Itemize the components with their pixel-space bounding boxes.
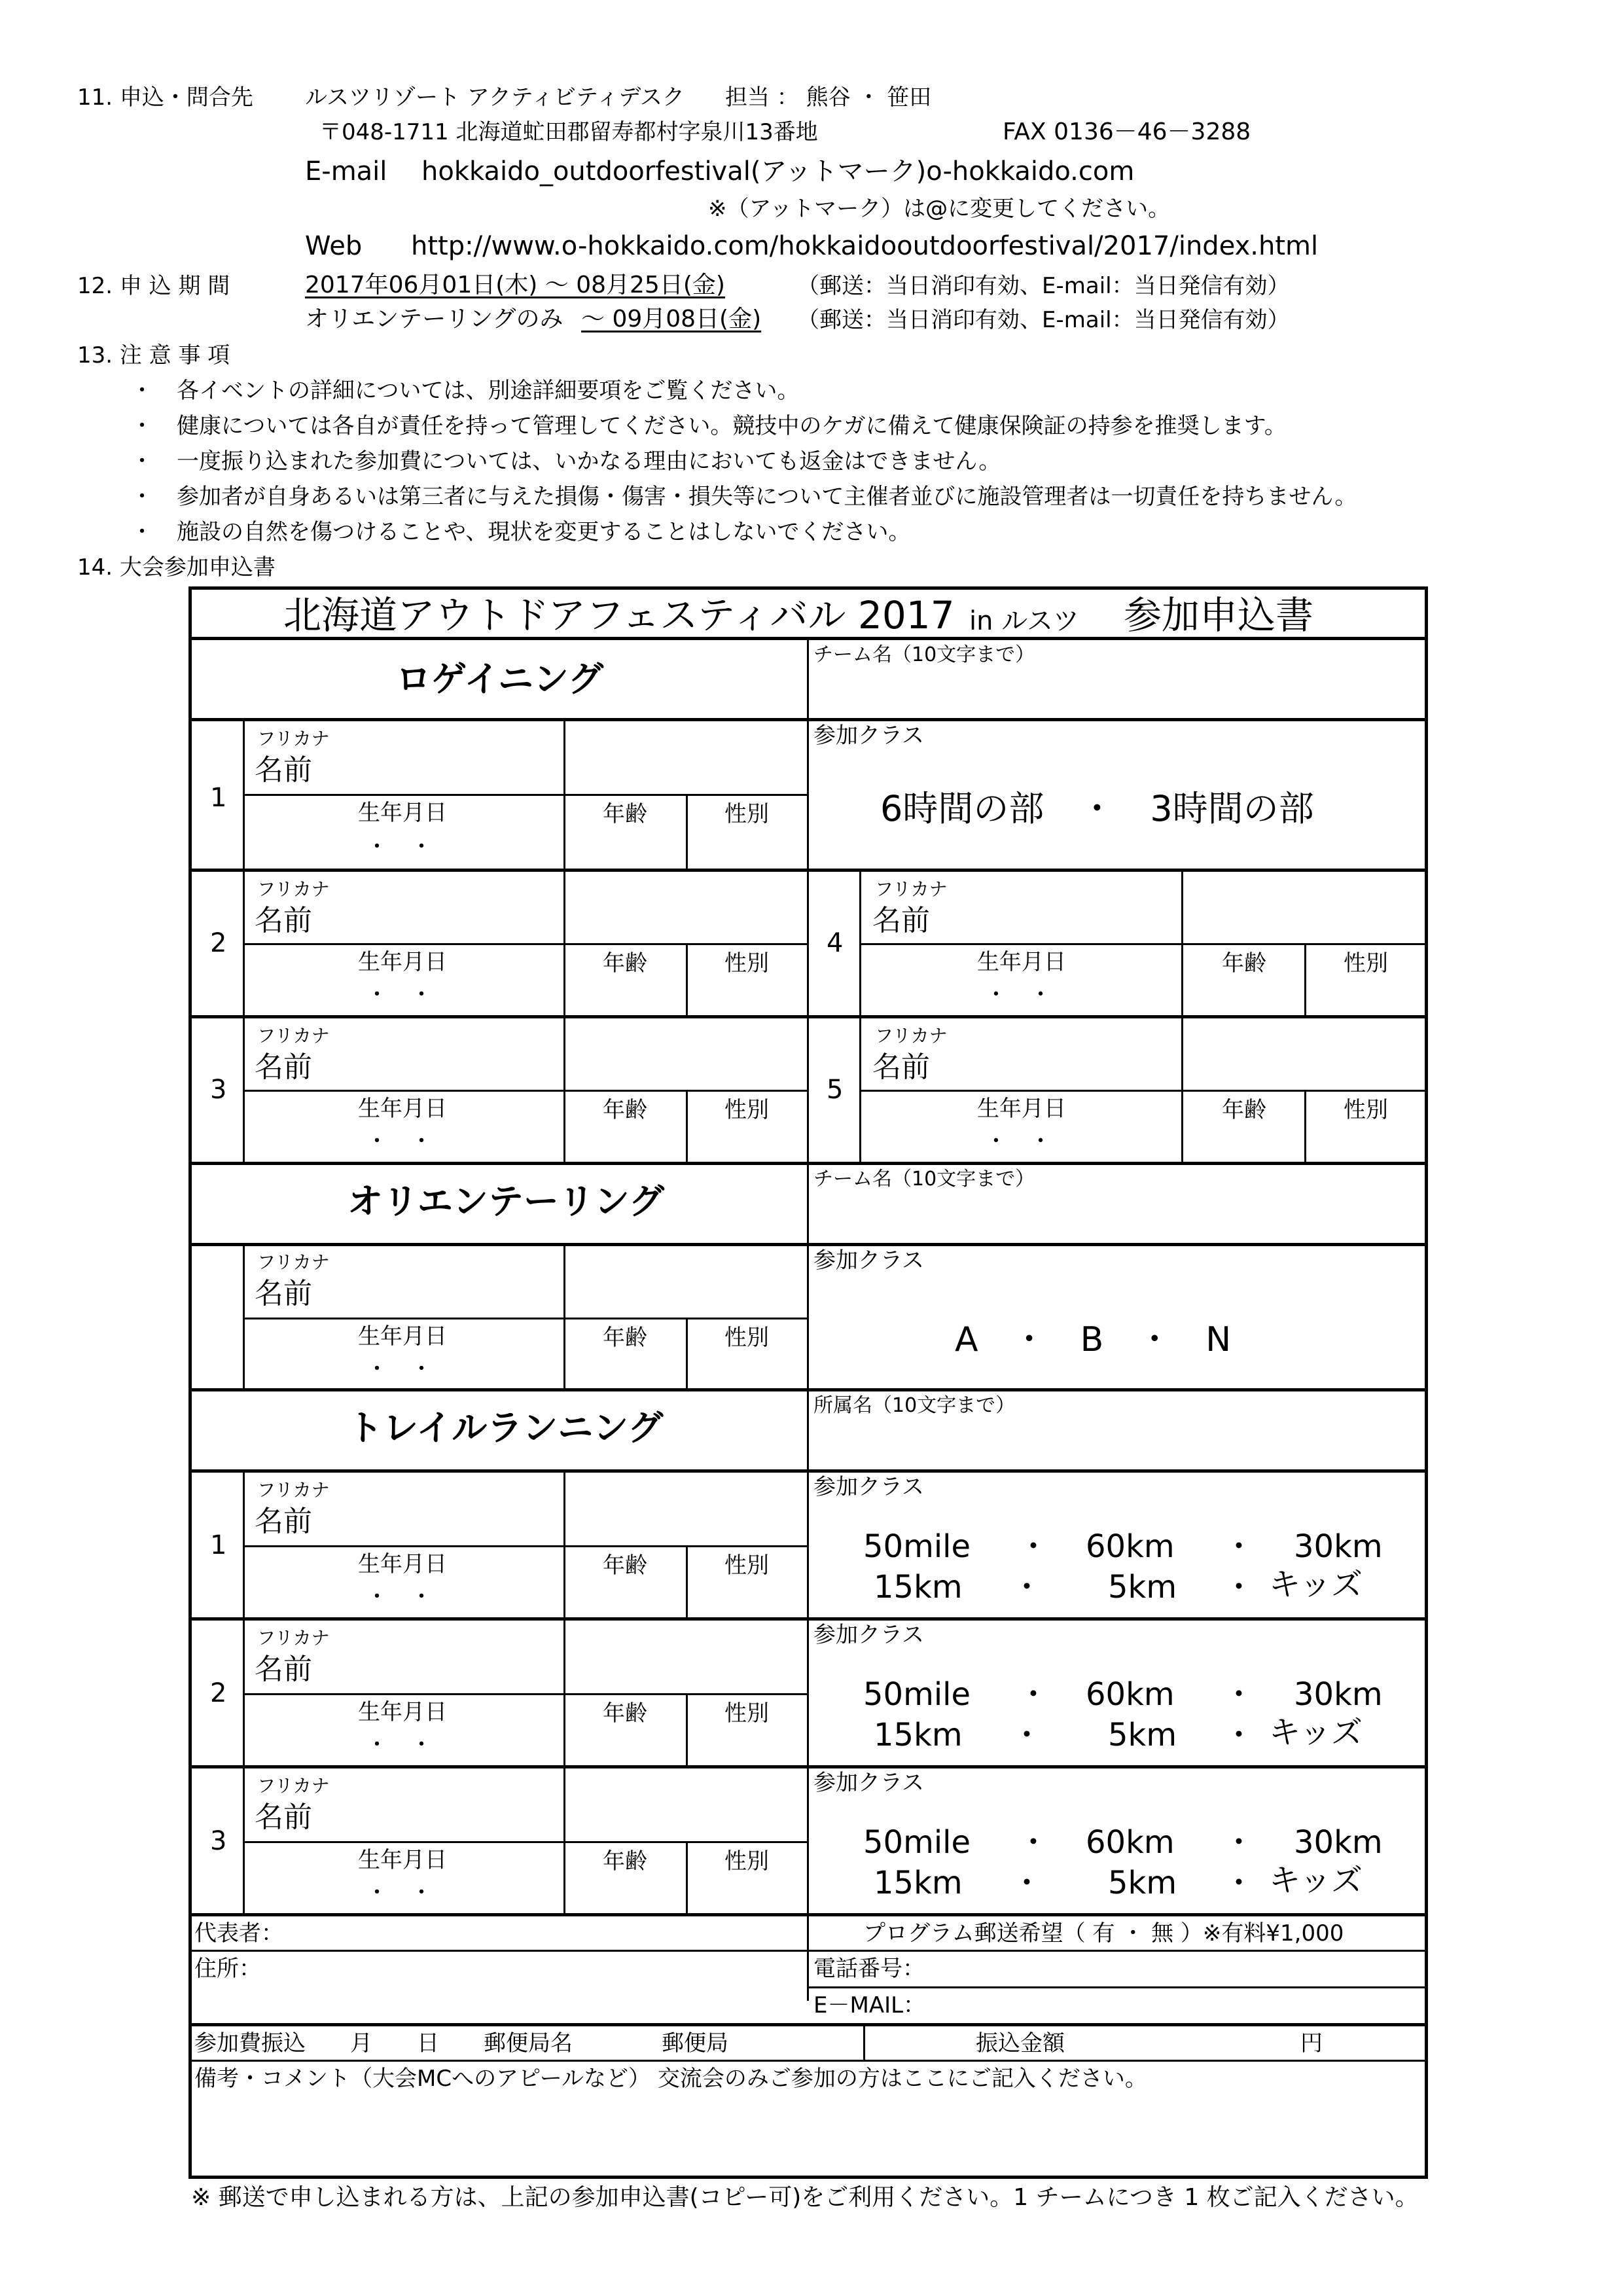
remarks-label[interactable]: 備考・コメント（大会MCへのアピールなど） 交流会のみご参加の方はここにご記入ください。 [194,2066,1147,2092]
class-option[interactable]: 50mile [863,1824,971,1861]
kana-label: フリカナ [875,1025,948,1047]
class-option[interactable]: 50mile [863,1528,971,1565]
class-option[interactable]: 30km [1294,1528,1383,1565]
class-option[interactable]: 5km [1108,1865,1177,1901]
orienteering-title: オリエンテーリング [348,1181,664,1222]
trail-member-num: 2 [210,1678,227,1708]
class-separator: ・ [1223,1569,1255,1605]
web-label: Web [305,231,363,261]
trail-member-num: 1 [210,1530,227,1560]
form-section-label: 14. 大会参加申込書 [77,554,276,581]
name-label: 名前 [872,1050,930,1084]
period-orient-label: オリエンテーリングのみ [305,306,563,332]
note-item: 参加者が自身あるいは第三者に与えた損傷・傷害・損失等について主催者並びに施設管理者は一切責任を持ちません。 [177,484,1357,510]
name-label: 名前 [255,1050,312,1084]
form-title-in: in ルスツ [969,606,1079,636]
birth-dots: ・ ・ [366,1732,433,1758]
class-separator: ・ [1223,1676,1255,1713]
age-label: 年齢 [1222,1097,1266,1123]
note-item: 一度振り込まれた参加費については、いかなる理由においても返金はできません。 [177,448,1001,475]
sex-label: 性別 [724,1848,769,1874]
class-label: 参加クラス [813,1770,924,1796]
transfer-amount-label[interactable]: 振込金額 [976,2030,1065,2056]
age-label: 年齢 [603,1552,647,1579]
sex-label: 性別 [1344,1097,1388,1123]
birth-label: 生年月日 [358,1323,447,1350]
form-title-tail: 参加申込書 [1124,593,1314,637]
web-url[interactable]: http://www.o-hokkaido.com/hokkaidooutdoorfestival/2017/index.html [411,231,1319,261]
class-label: 参加クラス [813,1622,924,1648]
address-label[interactable]: 住所： [194,1956,261,1982]
age-label: 年齢 [603,1325,647,1351]
rogaining-member-num: 4 [827,928,844,958]
class-option[interactable]: 60km [1086,1824,1175,1861]
birth-dots: ・ ・ [366,1128,433,1155]
class-separator: ・ [1223,1824,1255,1861]
class-separator: ・ [1018,1824,1050,1861]
period-orient-note: （郵送：当日消印有効、E-mail：当日発信有効） [797,307,1290,333]
kana-label: フリカナ [257,1479,330,1501]
contact-address: 〒048-1711 北海道虻田郡留寿都村字泉川13番地 [319,119,818,145]
sex-label: 性別 [724,801,769,827]
contact-staff: 担当 ： 熊谷 ・ 笹田 [725,84,932,111]
kana-label: フリカナ [257,1025,330,1047]
period-main: 2017年06月01日(木) ～ 08月25日(金) [305,272,725,298]
class-option[interactable]: 60km [1086,1676,1175,1713]
class-option[interactable]: 50mile [863,1676,971,1713]
program-request[interactable]: プログラム郵送希望（ 有 ・ 無 ）※有料¥1,000 [863,1920,1344,1946]
kana-label: フリカナ [257,1251,330,1273]
class-label: 参加クラス [813,1247,924,1274]
sex-label: 性別 [1344,950,1388,977]
birth-label: 生年月日 [358,1699,447,1725]
name-label: 名前 [255,1505,312,1538]
contact-fax: FAX 0136－46－3288 [1003,118,1251,145]
trail-title: トレイルランニング [348,1407,664,1448]
sex-label: 性別 [724,1700,769,1727]
class-separator: ・ [1018,1676,1050,1713]
note-bullet: ・ [131,484,153,510]
class-option[interactable]: 30km [1294,1824,1383,1861]
class-separator: ・ [1011,1865,1043,1901]
age-label: 年齢 [603,1848,647,1874]
representative-label[interactable]: 代表者： [194,1920,283,1946]
rogaining-classes[interactable]: 6時間の部 ・ 3時間の部 [880,788,1314,829]
note-bullet: ・ [131,413,153,439]
birth-dots: ・ ・ [366,834,433,860]
period-main-note: （郵送：当日消印有効、E-mail：当日発信有効） [797,273,1290,299]
birth-label: 生年月日 [358,800,447,826]
orienteering-team-label: チーム名（10文字まで） [813,1168,1035,1191]
name-label: 名前 [872,904,930,937]
kana-label: フリカナ [257,728,330,749]
class-separator: ・ [1011,1717,1043,1753]
email-value[interactable]: hokkaido_outdoorfestival(アットマーク)o-hokkaido.com [421,156,1135,187]
class-option[interactable]: キッズ [1269,1862,1363,1899]
note-item: 健康については各自が責任を持って管理してください。競技中のケガに備えて健康保険証の持参を推奨します。 [177,413,1287,439]
note-bullet: ・ [131,519,153,545]
birth-dots: ・ ・ [985,982,1052,1008]
form-title: 北海道アウトドアフェスティバル 2017 [283,593,955,637]
name-label: 名前 [255,1277,312,1310]
fee-transfer-label[interactable]: 参加費振込 月 日 郵便局名 郵便局 [194,2030,728,2056]
birth-label: 生年月日 [358,949,447,975]
birth-label: 生年月日 [977,949,1066,975]
class-separator: ・ [1223,1528,1255,1565]
birth-dots: ・ ・ [985,1128,1052,1155]
birth-label: 生年月日 [358,1847,447,1873]
class-separator: ・ [1223,1865,1255,1901]
trail-member-num: 3 [210,1826,227,1856]
phone-label[interactable]: 電話番号： [813,1956,925,1982]
class-option[interactable]: 15km [874,1569,963,1605]
trail-affil-label: 所属名（10文字まで） [813,1394,1016,1417]
email-field-label[interactable]: E－MAIL： [813,1992,926,2018]
sex-label: 性別 [724,950,769,977]
sex-label: 性別 [724,1552,769,1579]
age-label: 年齢 [603,801,647,827]
class-option[interactable]: 60km [1086,1528,1175,1565]
birth-dots: ・ ・ [366,982,433,1008]
rogaining-member-num: 1 [210,783,227,813]
birth-label: 生年月日 [358,1551,447,1577]
class-option[interactable]: キッズ [1269,1714,1363,1751]
contact-org: ルスツリゾート アクティビティデスク [305,84,685,111]
rogaining-title: ロゲイニング [396,658,603,700]
rogaining-member-num: 5 [827,1075,844,1105]
class-separator: ・ [1018,1528,1050,1565]
age-label: 年齢 [1222,950,1266,977]
period-orient: ～ 09月08日(金) [581,306,762,332]
class-label: 参加クラス [813,1474,924,1500]
class-separator: ・ [1011,1569,1043,1605]
notes-label: 13. 注 意 事 項 [77,342,230,368]
age-label: 年齢 [603,950,647,977]
kana-label: フリカナ [257,878,330,900]
age-label: 年齢 [603,1700,647,1727]
orienteering-classes[interactable]: A ・ B ・ N [955,1320,1232,1359]
kana-label: フリカナ [257,1775,330,1797]
footer-note: ※ 郵送で申し込まれる方は、上記の参加申込書(コピー可)をご利用ください。1 チームにつき 1 枚ご記入ください。 [191,2184,1419,2211]
name-label: 名前 [255,753,312,787]
rogaining-team-label: チーム名（10文字まで） [813,643,1035,666]
birth-dots: ・ ・ [366,1880,433,1906]
kana-label: フリカナ [257,1627,330,1649]
email-note: ※（アットマーク）は@に変更してください。 [708,196,1171,222]
note-item: 施設の自然を傷つけることや、現状を変更することはしないでください。 [177,519,911,545]
yen-label: 円 [1300,2030,1323,2056]
class-option[interactable]: 5km [1108,1569,1177,1605]
rogaining-member-num: 3 [210,1075,227,1105]
class-separator: ・ [1223,1717,1255,1753]
name-label: 名前 [255,1653,312,1686]
class-option[interactable]: 15km [874,1717,963,1753]
class-option[interactable]: 15km [874,1865,963,1901]
rogaining-member-num: 2 [210,928,227,958]
note-item: 各イベントの詳細については、別途詳細要項をご覧ください。 [177,378,800,404]
birth-label: 生年月日 [358,1096,447,1122]
class-option[interactable]: 5km [1108,1717,1177,1753]
class-label: 参加クラス [813,723,924,749]
name-label: 名前 [255,904,312,937]
note-bullet: ・ [131,378,153,404]
contact-label: 11. 申込・問合先 [77,84,253,111]
birth-label: 生年月日 [977,1096,1066,1122]
age-label: 年齢 [603,1097,647,1123]
name-label: 名前 [255,1801,312,1834]
sex-label: 性別 [724,1097,769,1123]
birth-dots: ・ ・ [366,1356,433,1382]
email-label: E-mail [305,156,387,187]
period-label: 12. 申 込 期 間 [77,273,230,299]
application-form [188,586,1428,2179]
sex-label: 性別 [724,1325,769,1351]
kana-label: フリカナ [875,878,948,900]
class-option[interactable]: 30km [1294,1676,1383,1713]
class-option[interactable]: キッズ [1269,1566,1363,1603]
note-bullet: ・ [131,448,153,475]
birth-dots: ・ ・ [366,1584,433,1610]
